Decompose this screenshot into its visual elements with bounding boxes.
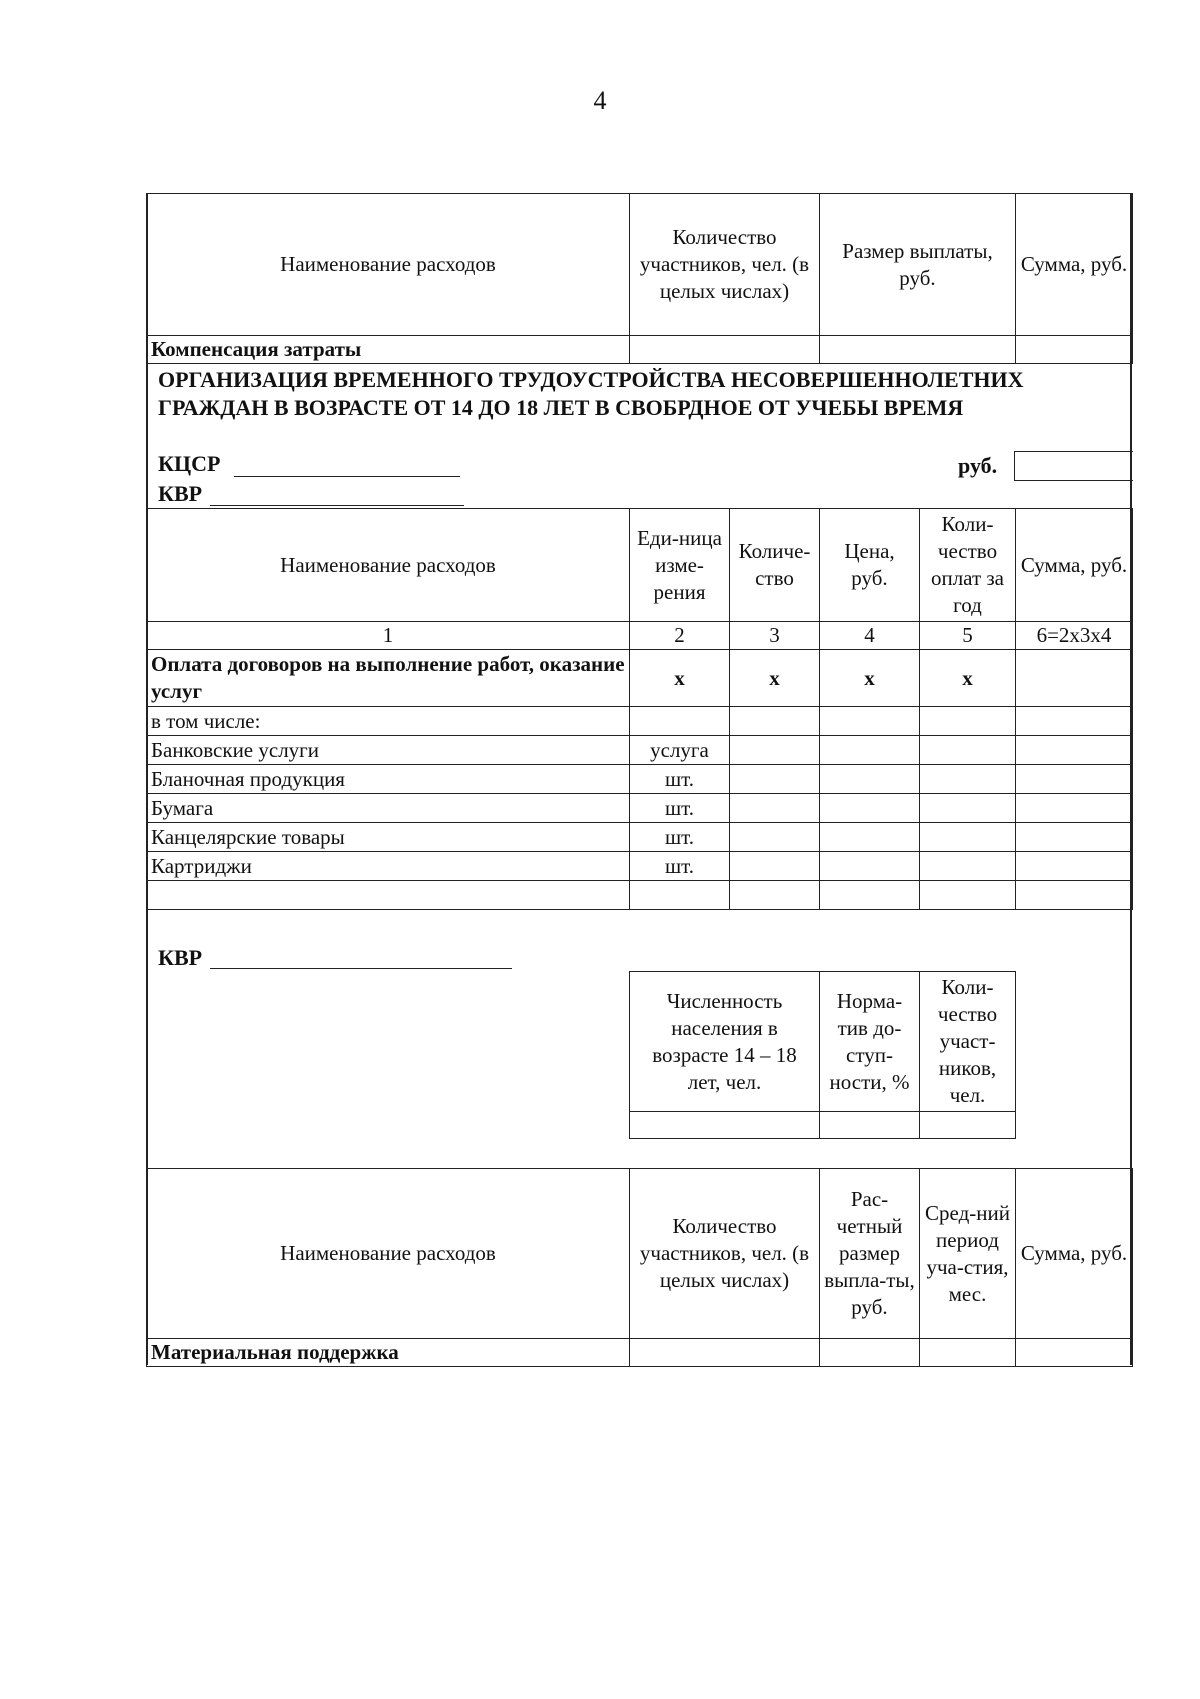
row-forms: Бланочная продукция (147, 765, 630, 794)
cell-empty[interactable] (730, 852, 820, 881)
header-name: Наименование расходов (147, 1169, 630, 1339)
header-payments: Коли-чество оплат за год (920, 509, 1016, 622)
cell-empty[interactable] (820, 881, 920, 910)
table-contracts (146, 508, 1133, 910)
column-number: 4 (820, 622, 920, 650)
cell-empty[interactable] (920, 794, 1016, 823)
column-number: 6=2х3х4 (1016, 622, 1133, 650)
cell-empty[interactable] (630, 707, 730, 736)
table-compensation (146, 193, 1133, 364)
page-number: 4 (593, 86, 607, 115)
cell-empty[interactable] (920, 1339, 1016, 1367)
kvr-label: КВР (158, 481, 203, 506)
kcsr-label: КЦСР (158, 451, 221, 476)
cell-empty[interactable] (820, 794, 920, 823)
cell-empty[interactable] (920, 823, 1016, 852)
cross-mark: х (730, 650, 820, 707)
row-contracts: Оплата договоров на выполнение работ, оказание услуг (147, 650, 630, 707)
cell-empty[interactable] (920, 1112, 1016, 1139)
cell-empty[interactable] (730, 794, 820, 823)
cell-empty[interactable] (1016, 1339, 1133, 1367)
cell-empty[interactable] (820, 852, 920, 881)
row-stationery: Канцелярские товары (147, 823, 630, 852)
cross-mark: х (820, 650, 920, 707)
header-unit: Еди-ница изме-рения (630, 509, 730, 622)
table-population (629, 971, 1016, 1139)
header-name: Наименование расходов (147, 194, 630, 336)
header-population: Численность населения в возрасте 14 – 18 лет, чел. (630, 972, 820, 1112)
cell-empty[interactable] (820, 736, 920, 765)
header-qty: Количество участников, чел. (в целых числах) (630, 1169, 820, 1339)
column-number: 2 (630, 622, 730, 650)
cell-empty[interactable] (920, 736, 1016, 765)
column-number: 3 (730, 622, 820, 650)
column-number: 5 (920, 622, 1016, 650)
cell-empty[interactable] (820, 1112, 920, 1139)
cell-empty[interactable] (1016, 823, 1133, 852)
cross-mark: х (630, 650, 730, 707)
row-including: в том числе: (147, 707, 630, 736)
cell-empty[interactable] (920, 852, 1016, 881)
cell-empty[interactable] (1016, 736, 1133, 765)
kvr2-field[interactable] (210, 968, 512, 969)
cell-empty[interactable] (730, 707, 820, 736)
cell-empty[interactable] (730, 765, 820, 794)
cell-empty[interactable] (820, 1339, 920, 1367)
row-unit: шт. (630, 823, 730, 852)
cell-empty[interactable] (630, 1112, 820, 1139)
header-qty: Количе-ство (730, 509, 820, 622)
row-cartridges: Картриджи (147, 852, 630, 881)
cell-empty[interactable] (147, 881, 630, 910)
cell-empty[interactable] (1016, 765, 1133, 794)
cell-empty[interactable] (920, 707, 1016, 736)
row-unit: шт. (630, 794, 730, 823)
header-norm: Норма-тив до-ступ-ности, % (820, 972, 920, 1112)
cell-empty[interactable] (1016, 852, 1133, 881)
cell-empty[interactable] (1016, 650, 1133, 707)
cell-empty[interactable] (730, 736, 820, 765)
cell-empty[interactable] (630, 881, 730, 910)
cross-mark: х (920, 650, 1016, 707)
cell-empty[interactable] (920, 881, 1016, 910)
header-payout: Размер выплаты, руб. (820, 194, 1016, 336)
row-material-support: Материальная поддержка (147, 1339, 630, 1367)
row-unit: шт. (630, 765, 730, 794)
cell-empty[interactable] (1016, 794, 1133, 823)
cell-empty[interactable] (1016, 707, 1133, 736)
header-sum: Сумма, руб. (1016, 194, 1133, 336)
column-number: 1 (147, 622, 630, 650)
cell-empty[interactable] (630, 1339, 820, 1367)
header-period: Сред-ний период уча-стия, мес. (920, 1169, 1016, 1339)
row-paper: Бумага (147, 794, 630, 823)
row-bank-services: Банковские услуги (147, 736, 630, 765)
cell-empty[interactable] (820, 707, 920, 736)
row-unit: услуга (630, 736, 730, 765)
cell-empty[interactable] (820, 765, 920, 794)
row-compensation: Компенсация затраты (147, 336, 630, 364)
cell-empty[interactable] (1016, 881, 1133, 910)
cell-empty[interactable] (820, 823, 920, 852)
table-material-support (146, 1168, 1133, 1367)
cell-empty[interactable] (730, 823, 820, 852)
header-payout: Рас-четный размер выпла-ты, руб. (820, 1169, 920, 1339)
row-unit: шт. (630, 852, 730, 881)
header-name: Наименование расходов (147, 509, 630, 622)
kcsr-field[interactable] (234, 476, 460, 477)
cell-empty[interactable] (1016, 336, 1133, 364)
header-price: Цена, руб. (820, 509, 920, 622)
kvr2-label: КВР (158, 945, 203, 970)
header-participants: Коли-чество участ-ников, чел. (920, 972, 1016, 1112)
section-title: ОРГАНИЗАЦИЯ ВРЕМЕННОГО ТРУДОУСТРОЙСТВА НЕСОВЕРШЕННОЛЕТНИХ ГРАЖДАН В ВОЗРАСТЕ ОТ 14 ДО 18 ЛЕТ В СВОБРДНОЕ ОТ УЧЕБЫ ВРЕМЯ (158, 367, 1024, 420)
header-qty: Количество участников, чел. (в целых числах) (630, 194, 820, 336)
rub-field[interactable] (1014, 451, 1133, 481)
cell-empty[interactable] (920, 765, 1016, 794)
cell-empty[interactable] (630, 336, 820, 364)
cell-empty[interactable] (730, 881, 820, 910)
header-sum: Сумма, руб. (1016, 509, 1133, 622)
rub-label: руб. (958, 453, 998, 478)
cell-empty[interactable] (820, 336, 1016, 364)
kvr-field[interactable] (210, 505, 464, 506)
header-sum: Сумма, руб. (1016, 1169, 1133, 1339)
